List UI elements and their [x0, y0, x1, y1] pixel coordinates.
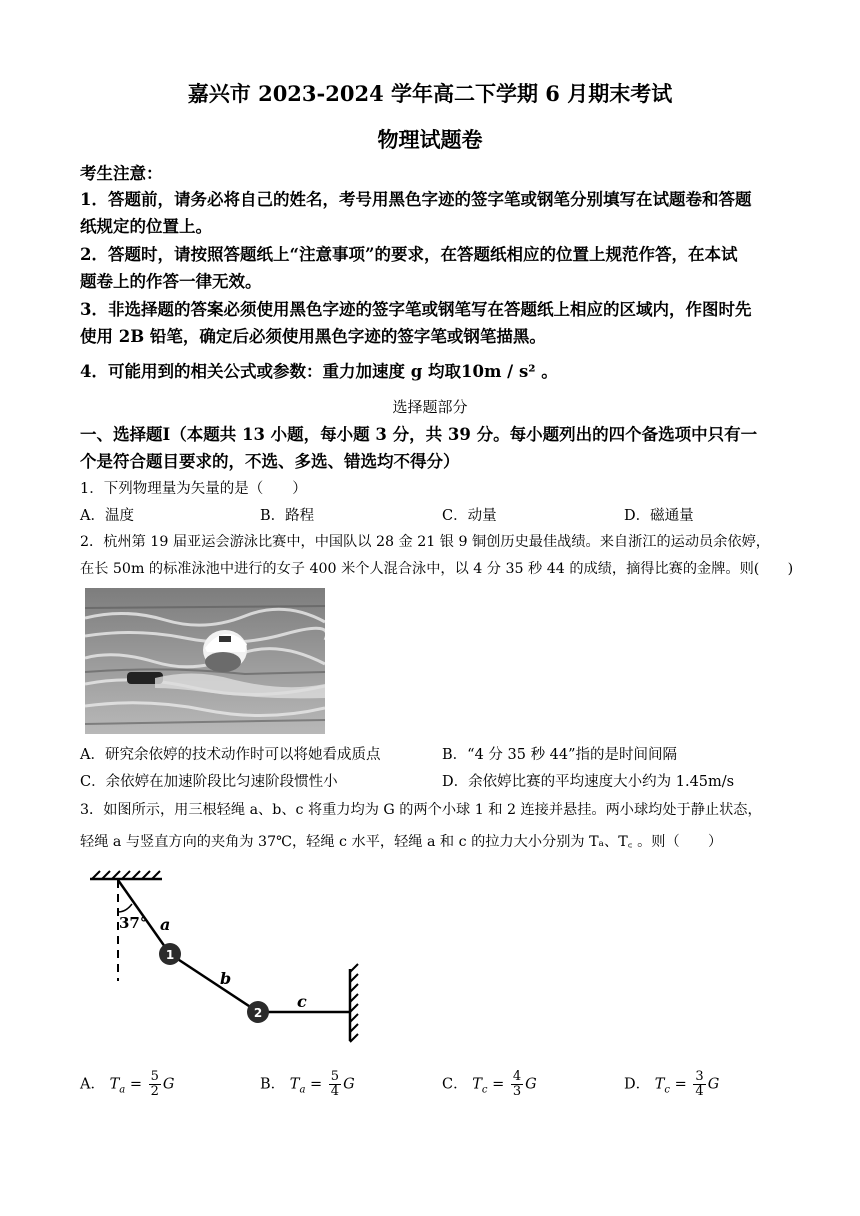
- question-3-stem: 轻绳 a 与竖直方向的夹角为 37℃，轻绳 c 水平，轻绳 a 和 c 的拉力大小分别为 Tₐ、T꜀ 。则（ ）: [80, 834, 723, 850]
- q1-option-d[interactable]: D．磁通量: [624, 508, 694, 524]
- ball-1-label: 1: [165, 948, 175, 962]
- section-heading: 一、选择题Ⅰ（本题共 13 小题，每小题 3 分，共 39 分。每小题列出的四个备选项中只有一: [80, 425, 758, 444]
- part-title: 选择题部分: [392, 398, 468, 416]
- notice-item: 1．答题前，请务必将自己的姓名，考号用黑色字迹的签字笔或钢笔分别填写在试题卷和答题: [80, 190, 752, 209]
- rope-c-label: c: [297, 992, 307, 1011]
- ceiling-support: [90, 871, 162, 879]
- notice-item: 纸规定的位置上。: [80, 217, 212, 236]
- q2-option-b[interactable]: B．“4 分 35 秒 44”指的是时间间隔: [442, 747, 678, 763]
- question-1-stem: 1．下列物理量为矢量的是（ ）: [80, 481, 307, 497]
- wall-support: [350, 964, 358, 1042]
- q1-option-c[interactable]: C．动量: [442, 508, 497, 524]
- q1-option-a[interactable]: A．温度: [80, 508, 134, 524]
- swimmer-photo: [85, 588, 325, 734]
- notice-item: 使用 2B 铅笔，确定后必须使用黑色字迹的签字笔或钢笔描黑。: [80, 327, 546, 346]
- q3-option-a[interactable]: A． $T_a$ = $\frac{5}{2}$ G: [80, 1069, 175, 1099]
- q3-option-d[interactable]: D． $T_c$ = $\frac{3}{4}$ G: [624, 1069, 720, 1099]
- notice-item: 题卷上的作答一律无效。: [80, 272, 262, 291]
- exam-subtitle: 物理试题卷: [377, 127, 483, 152]
- angle-label: 37°: [119, 914, 148, 932]
- exam-title: 嘉兴市 2023-2024 学年高二下学期 6 月期末考试: [187, 81, 673, 106]
- hanging-balls-figure: [80, 866, 380, 1051]
- notice-item: 2．答题时，请按照答题纸上“注意事项”的要求，在答题纸相应的位置上规范作答，在本试: [80, 245, 738, 264]
- q3-option-b[interactable]: B． $T_a$ = $\frac{5}{4}$ G: [260, 1069, 355, 1099]
- rope-b-label: b: [220, 969, 232, 988]
- q2-option-d[interactable]: D．余依婷比赛的平均速度大小约为 1.45m/s: [442, 774, 735, 790]
- question-2-stem: 2．杭州第 19 届亚运会游泳比赛中，中国队以 28 金 21 银 9 铜创历史最佳战绩。来自浙江的运动员余依婷，: [80, 534, 770, 550]
- ball-2-label: 2: [253, 1006, 263, 1020]
- section-heading: 个是符合题目要求的，不选、多选、错选均不得分）: [80, 452, 460, 471]
- angle-arc: [118, 904, 132, 912]
- rope-a-label: a: [160, 915, 171, 934]
- q3-option-c[interactable]: C． $T_c$ = $\frac{4}{3}$ G: [442, 1069, 537, 1099]
- q1-option-b[interactable]: B．路程: [260, 508, 315, 524]
- notice-item: 4．可能用到的相关公式或参数：重力加速度 g 均取10m / s² 。: [80, 362, 558, 381]
- q2-option-a[interactable]: A．研究余依婷的技术动作时可以将她看成质点: [80, 747, 381, 763]
- notice-heading: 考生注意：: [80, 164, 163, 183]
- rope-b: [170, 954, 258, 1012]
- question-2-stem: 在长 50m 的标准泳池中进行的女子 400 米个人混合泳中，以 4 分 35 秒 44 的成绩，摘得比赛的金牌。则( ): [80, 561, 794, 577]
- question-3-stem: 3．如图所示，用三根轻绳 a、b、c 将重力均为 G 的两个小球 1 和 2 连接并悬挂。两小球均处于静止状态，: [80, 802, 762, 818]
- q2-option-c[interactable]: C．余依婷在加速阶段比匀速阶段惯性小: [80, 774, 338, 790]
- notice-item: 3．非选择题的答案必须使用黑色字迹的签字笔或钢笔写在答题纸上相应的区域内，作图时先: [80, 300, 752, 319]
